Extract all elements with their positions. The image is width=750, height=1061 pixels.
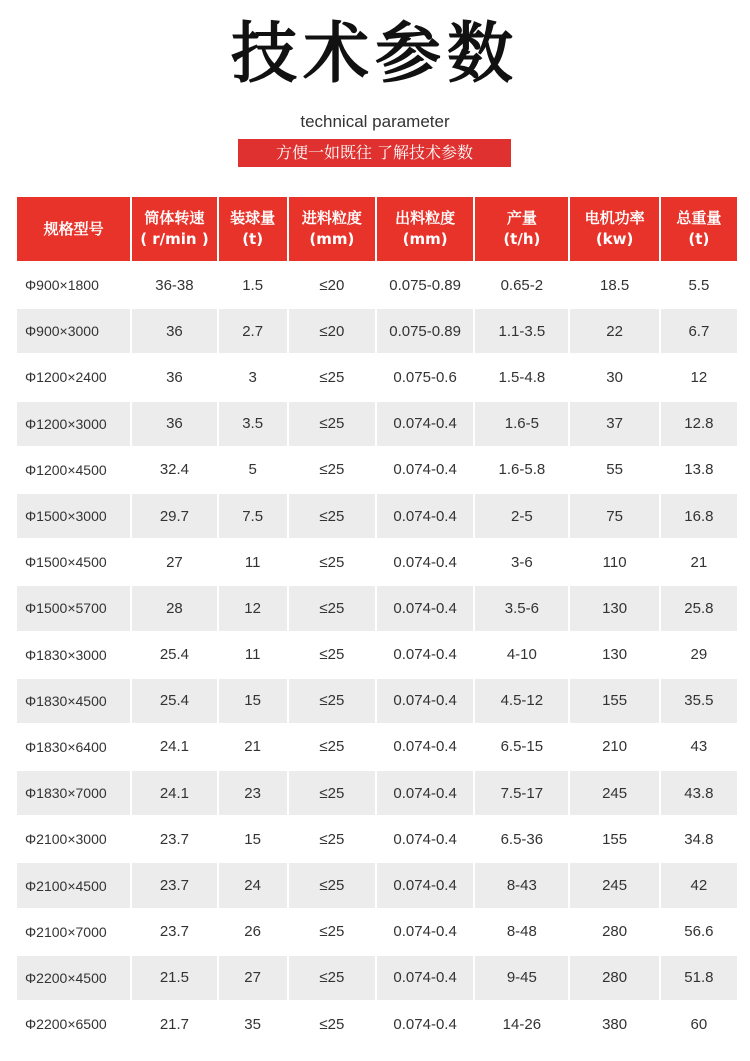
table-row [17,402,737,446]
cell-model: Φ1200×3000 [17,402,130,446]
cell-ball-load: 26 [219,910,287,954]
table-row [17,309,737,353]
column-header-unit: (t/h) [503,230,541,248]
cell-motor-power: 75 [570,494,658,538]
cell-feed-size: ≤25 [289,633,375,677]
cell-discharge-size: 0.074-0.4 [377,863,473,907]
cell-ball-load: 2.7 [219,309,287,353]
cell-motor-power: 380 [570,1002,658,1046]
cell-model: Φ2100×3000 [17,817,130,861]
cell-feed-size: ≤25 [289,771,375,815]
column-header-label: 装球量 [230,209,276,227]
column-header-label: 进料粒度 [301,209,362,227]
cell-total-weight: 43.8 [661,771,737,815]
cell-feed-size: ≤25 [289,540,375,584]
cell-capacity: 3-6 [475,540,568,584]
cell-discharge-size: 0.074-0.4 [377,586,473,630]
cell-capacity: 8-48 [475,910,568,954]
cell-model: Φ1200×4500 [17,448,130,492]
cell-drum-speed: 36 [132,402,216,446]
cell-motor-power: 18.5 [570,263,658,307]
cell-drum-speed: 36-38 [132,263,216,307]
cell-discharge-size: 0.074-0.4 [377,633,473,677]
cell-discharge-size: 0.074-0.4 [377,1002,473,1046]
cell-feed-size: ≤25 [289,586,375,630]
cell-drum-speed: 27 [132,540,216,584]
table-header-row [17,197,737,261]
cell-discharge-size: 0.074-0.4 [377,448,473,492]
cell-feed-size: ≤25 [289,725,375,769]
cell-feed-size: ≤20 [289,263,375,307]
parameter-table [15,195,739,1048]
cell-ball-load: 23 [219,771,287,815]
cell-model: Φ2100×4500 [17,863,130,907]
cell-drum-speed: 24.1 [132,771,216,815]
table-body [17,263,737,1046]
column-header-label: 电机功率 [584,209,645,227]
cell-total-weight: 21 [661,540,737,584]
cell-feed-size: ≤25 [289,863,375,907]
cell-discharge-size: 0.074-0.4 [377,956,473,1000]
cell-ball-load: 12 [219,586,287,630]
cell-model: Φ900×1800 [17,263,130,307]
cell-total-weight: 35.5 [661,679,737,723]
cell-drum-speed: 36 [132,355,216,399]
column-header-unit: (kw) [595,230,634,248]
table-row [17,910,737,954]
column-header-motor-power [570,197,658,261]
cell-ball-load: 11 [219,540,287,584]
cell-discharge-size: 0.075-0.89 [377,263,473,307]
table-row [17,540,737,584]
cell-total-weight: 42 [661,863,737,907]
cell-motor-power: 55 [570,448,658,492]
cell-ball-load: 3 [219,355,287,399]
cell-drum-speed: 36 [132,309,216,353]
column-header-total-weight [661,197,737,261]
cell-model: Φ1500×3000 [17,494,130,538]
cell-motor-power: 110 [570,540,658,584]
column-header-unit: (t) [688,230,710,248]
column-header-label: 规格型号 [43,219,104,238]
column-header-unit: (t) [242,230,264,248]
cell-drum-speed: 32.4 [132,448,216,492]
table-row [17,586,737,630]
cell-feed-size: ≤25 [289,402,375,446]
cell-drum-speed: 28 [132,586,216,630]
column-header-unit: ( r/min ) [140,230,209,248]
column-header-unit: (mm) [309,230,355,248]
cell-discharge-size: 0.075-0.6 [377,355,473,399]
cell-capacity: 9-45 [475,956,568,1000]
cell-discharge-size: 0.074-0.4 [377,771,473,815]
table-row [17,448,737,492]
cell-model: Φ1500×5700 [17,586,130,630]
cell-feed-size: ≤25 [289,817,375,861]
page-title: 技术参数 [231,15,519,92]
table-row [17,817,737,861]
cell-motor-power: 280 [570,956,658,1000]
cell-total-weight: 43 [661,725,737,769]
page-subtitle: technical parameter [300,112,450,131]
cell-total-weight: 60 [661,1002,737,1046]
cell-total-weight: 5.5 [661,263,737,307]
cell-feed-size: ≤25 [289,910,375,954]
column-header-drum-speed [132,197,216,261]
cell-ball-load: 11 [219,633,287,677]
column-header-capacity [475,197,568,261]
cell-total-weight: 16.8 [661,494,737,538]
cell-motor-power: 37 [570,402,658,446]
cell-drum-speed: 23.7 [132,863,216,907]
column-header-feed-size [289,197,375,261]
cell-drum-speed: 23.7 [132,910,216,954]
table-row [17,956,737,1000]
column-header-label: 总重量 [676,209,722,227]
cell-total-weight: 25.8 [661,586,737,630]
cell-model: Φ1830×3000 [17,633,130,677]
cell-total-weight: 13.8 [661,448,737,492]
cell-capacity: 1.6-5.8 [475,448,568,492]
cell-feed-size: ≤25 [289,956,375,1000]
table-row [17,494,737,538]
cell-drum-speed: 25.4 [132,633,216,677]
cell-total-weight: 56.6 [661,910,737,954]
cell-drum-speed: 21.7 [132,1002,216,1046]
cell-discharge-size: 0.074-0.4 [377,725,473,769]
cell-capacity: 8-43 [475,863,568,907]
cell-motor-power: 245 [570,863,658,907]
cell-model: Φ2200×6500 [17,1002,130,1046]
cell-discharge-size: 0.075-0.89 [377,309,473,353]
column-header-discharge-size [377,197,473,261]
cell-model: Φ1830×7000 [17,771,130,815]
cell-motor-power: 155 [570,679,658,723]
cell-capacity: 6.5-15 [475,725,568,769]
cell-total-weight: 51.8 [661,956,737,1000]
cell-ball-load: 15 [219,817,287,861]
column-header-unit: (mm) [402,230,448,248]
cell-feed-size: ≤25 [289,1002,375,1046]
cell-discharge-size: 0.074-0.4 [377,494,473,538]
cell-motor-power: 245 [570,771,658,815]
cell-model: Φ1500×4500 [17,540,130,584]
cell-capacity: 3.5-6 [475,586,568,630]
cell-total-weight: 29 [661,633,737,677]
column-header-label: 产量 [506,209,537,227]
cell-drum-speed: 29.7 [132,494,216,538]
table-row [17,263,737,307]
cell-feed-size: ≤25 [289,448,375,492]
cell-drum-speed: 23.7 [132,817,216,861]
cell-motor-power: 22 [570,309,658,353]
cell-total-weight: 12 [661,355,737,399]
cell-discharge-size: 0.074-0.4 [377,402,473,446]
cell-ball-load: 27 [219,956,287,1000]
cell-ball-load: 35 [219,1002,287,1046]
cell-motor-power: 280 [570,910,658,954]
column-header-label: 筒体转速 [144,209,205,227]
cell-motor-power: 130 [570,633,658,677]
cell-drum-speed: 24.1 [132,725,216,769]
column-header-ball-load [219,197,287,261]
cell-ball-load: 24 [219,863,287,907]
cell-capacity: 2-5 [475,494,568,538]
column-header-label: 出料粒度 [395,209,456,227]
cell-feed-size: ≤20 [289,309,375,353]
cell-ball-load: 15 [219,679,287,723]
cell-capacity: 7.5-17 [475,771,568,815]
table-row [17,1002,737,1046]
cell-capacity: 0.65-2 [475,263,568,307]
cell-drum-speed: 21.5 [132,956,216,1000]
cell-ball-load: 21 [219,725,287,769]
cell-capacity: 6.5-36 [475,817,568,861]
cell-discharge-size: 0.074-0.4 [377,679,473,723]
cell-drum-speed: 25.4 [132,679,216,723]
table-row [17,633,737,677]
cell-motor-power: 155 [570,817,658,861]
cell-model: Φ900×3000 [17,309,130,353]
cell-ball-load: 5 [219,448,287,492]
cell-ball-load: 1.5 [219,263,287,307]
cell-feed-size: ≤25 [289,355,375,399]
cell-motor-power: 30 [570,355,658,399]
cell-model: Φ1830×6400 [17,725,130,769]
cell-capacity: 1.1-3.5 [475,309,568,353]
cell-model: Φ2200×4500 [17,956,130,1000]
cell-motor-power: 130 [570,586,658,630]
cell-capacity: 14-26 [475,1002,568,1046]
cell-motor-power: 210 [570,725,658,769]
cell-ball-load: 7.5 [219,494,287,538]
cell-capacity: 1.6-5 [475,402,568,446]
cell-feed-size: ≤25 [289,494,375,538]
slogan-banner: 方便一如既往 了解技术参数 [238,139,511,167]
cell-total-weight: 12.8 [661,402,737,446]
cell-capacity: 4.5-12 [475,679,568,723]
cell-capacity: 4-10 [475,633,568,677]
cell-feed-size: ≤25 [289,679,375,723]
cell-ball-load: 3.5 [219,402,287,446]
cell-discharge-size: 0.074-0.4 [377,817,473,861]
table-row [17,863,737,907]
table-row [17,679,737,723]
cell-model: Φ1830×4500 [17,679,130,723]
cell-discharge-size: 0.074-0.4 [377,910,473,954]
cell-total-weight: 6.7 [661,309,737,353]
table-row [17,725,737,769]
cell-total-weight: 34.8 [661,817,737,861]
cell-model: Φ1200×2400 [17,355,130,399]
column-header-model [17,197,130,261]
cell-discharge-size: 0.074-0.4 [377,540,473,584]
table-row [17,771,737,815]
cell-capacity: 1.5-4.8 [475,355,568,399]
cell-model: Φ2100×7000 [17,910,130,954]
table-row [17,355,737,399]
